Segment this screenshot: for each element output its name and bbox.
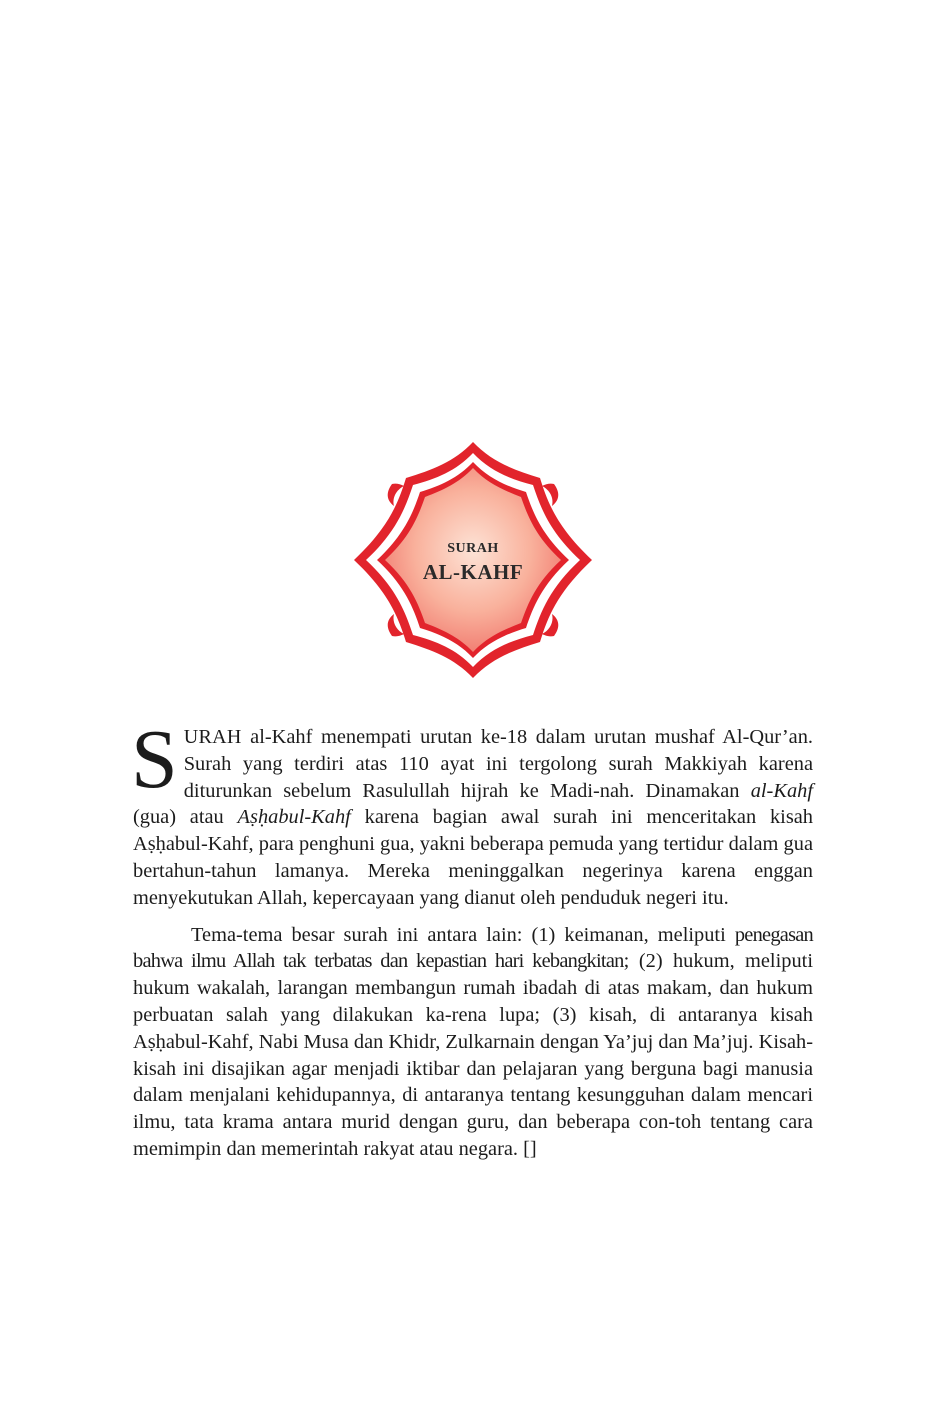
paragraph-themes (133, 922, 813, 1163)
paragraph-text: karena bagian awal surah ini menceritakan kisah Aṣḥabul-Kahf, para penghuni gua, yakni beberapa pemuda yang tertidur dalam gua bertahun-tahun lamanya. Mereka meninggalkan negerinya karena enggan menyekutukan Allah, kepercayaan yang dianut oleh penduduk negeri itu. (133, 806, 813, 909)
article-body (131, 713, 813, 1163)
surah-title: AL-KAHF (422, 560, 524, 584)
italic-term: al-Kahf (750, 779, 813, 802)
paragraph-text: (2) hukum, meliputi hukum wakalah, larangan membangun rumah ibadah di atas makam, dan hukum perbuatan salah yang dilakukan ka-rena lupa; (3) kisah, di antaranya kisah Aṣḥabul-Kahf, Nabi Musa dan Khidr, Zulkarnain dengan Ya’juj dan Ma’juj. Kisah-kisah ini disajikan agar menjadi iktibar dan pelajaran yang berguna bagi manusia dalam menjalani kehidupannya, di antaranya tentang kesungguhan dalam mencari ilmu, tata krama antara murid dengan guru, dan beberapa con-toh tentang cara memimpin dan memerintah rakyat atau negara. [] (133, 950, 813, 1160)
surah-emblem (352, 440, 594, 680)
drop-cap: S (131, 713, 178, 806)
paragraph-text: penegasan bahwa ilmu Allah tak terbatas dan kepastian hari kebangkitan; (133, 923, 813, 973)
paragraph-text: al-Kahf menempati urutan ke-18 dalam urutan mushaf Al-Qur’an. Surah yang terdiri atas 110 ayat ini tergolong surah Makkiyah karena diturunkan sebelum Rasulullah hijrah ke Madi-nah. Dinamakan (183, 726, 813, 802)
italic-term: Aṣḥabul-Kahf (237, 806, 351, 829)
paragraph-text: (gua) atau (133, 806, 238, 829)
lead-word: URAH (183, 726, 242, 748)
paragraph-intro (131, 713, 813, 912)
paragraph-text: Tema-tema besar surah ini antara lain: (1) keimanan, meliputi (191, 923, 726, 946)
surah-label: SURAH (447, 541, 499, 556)
